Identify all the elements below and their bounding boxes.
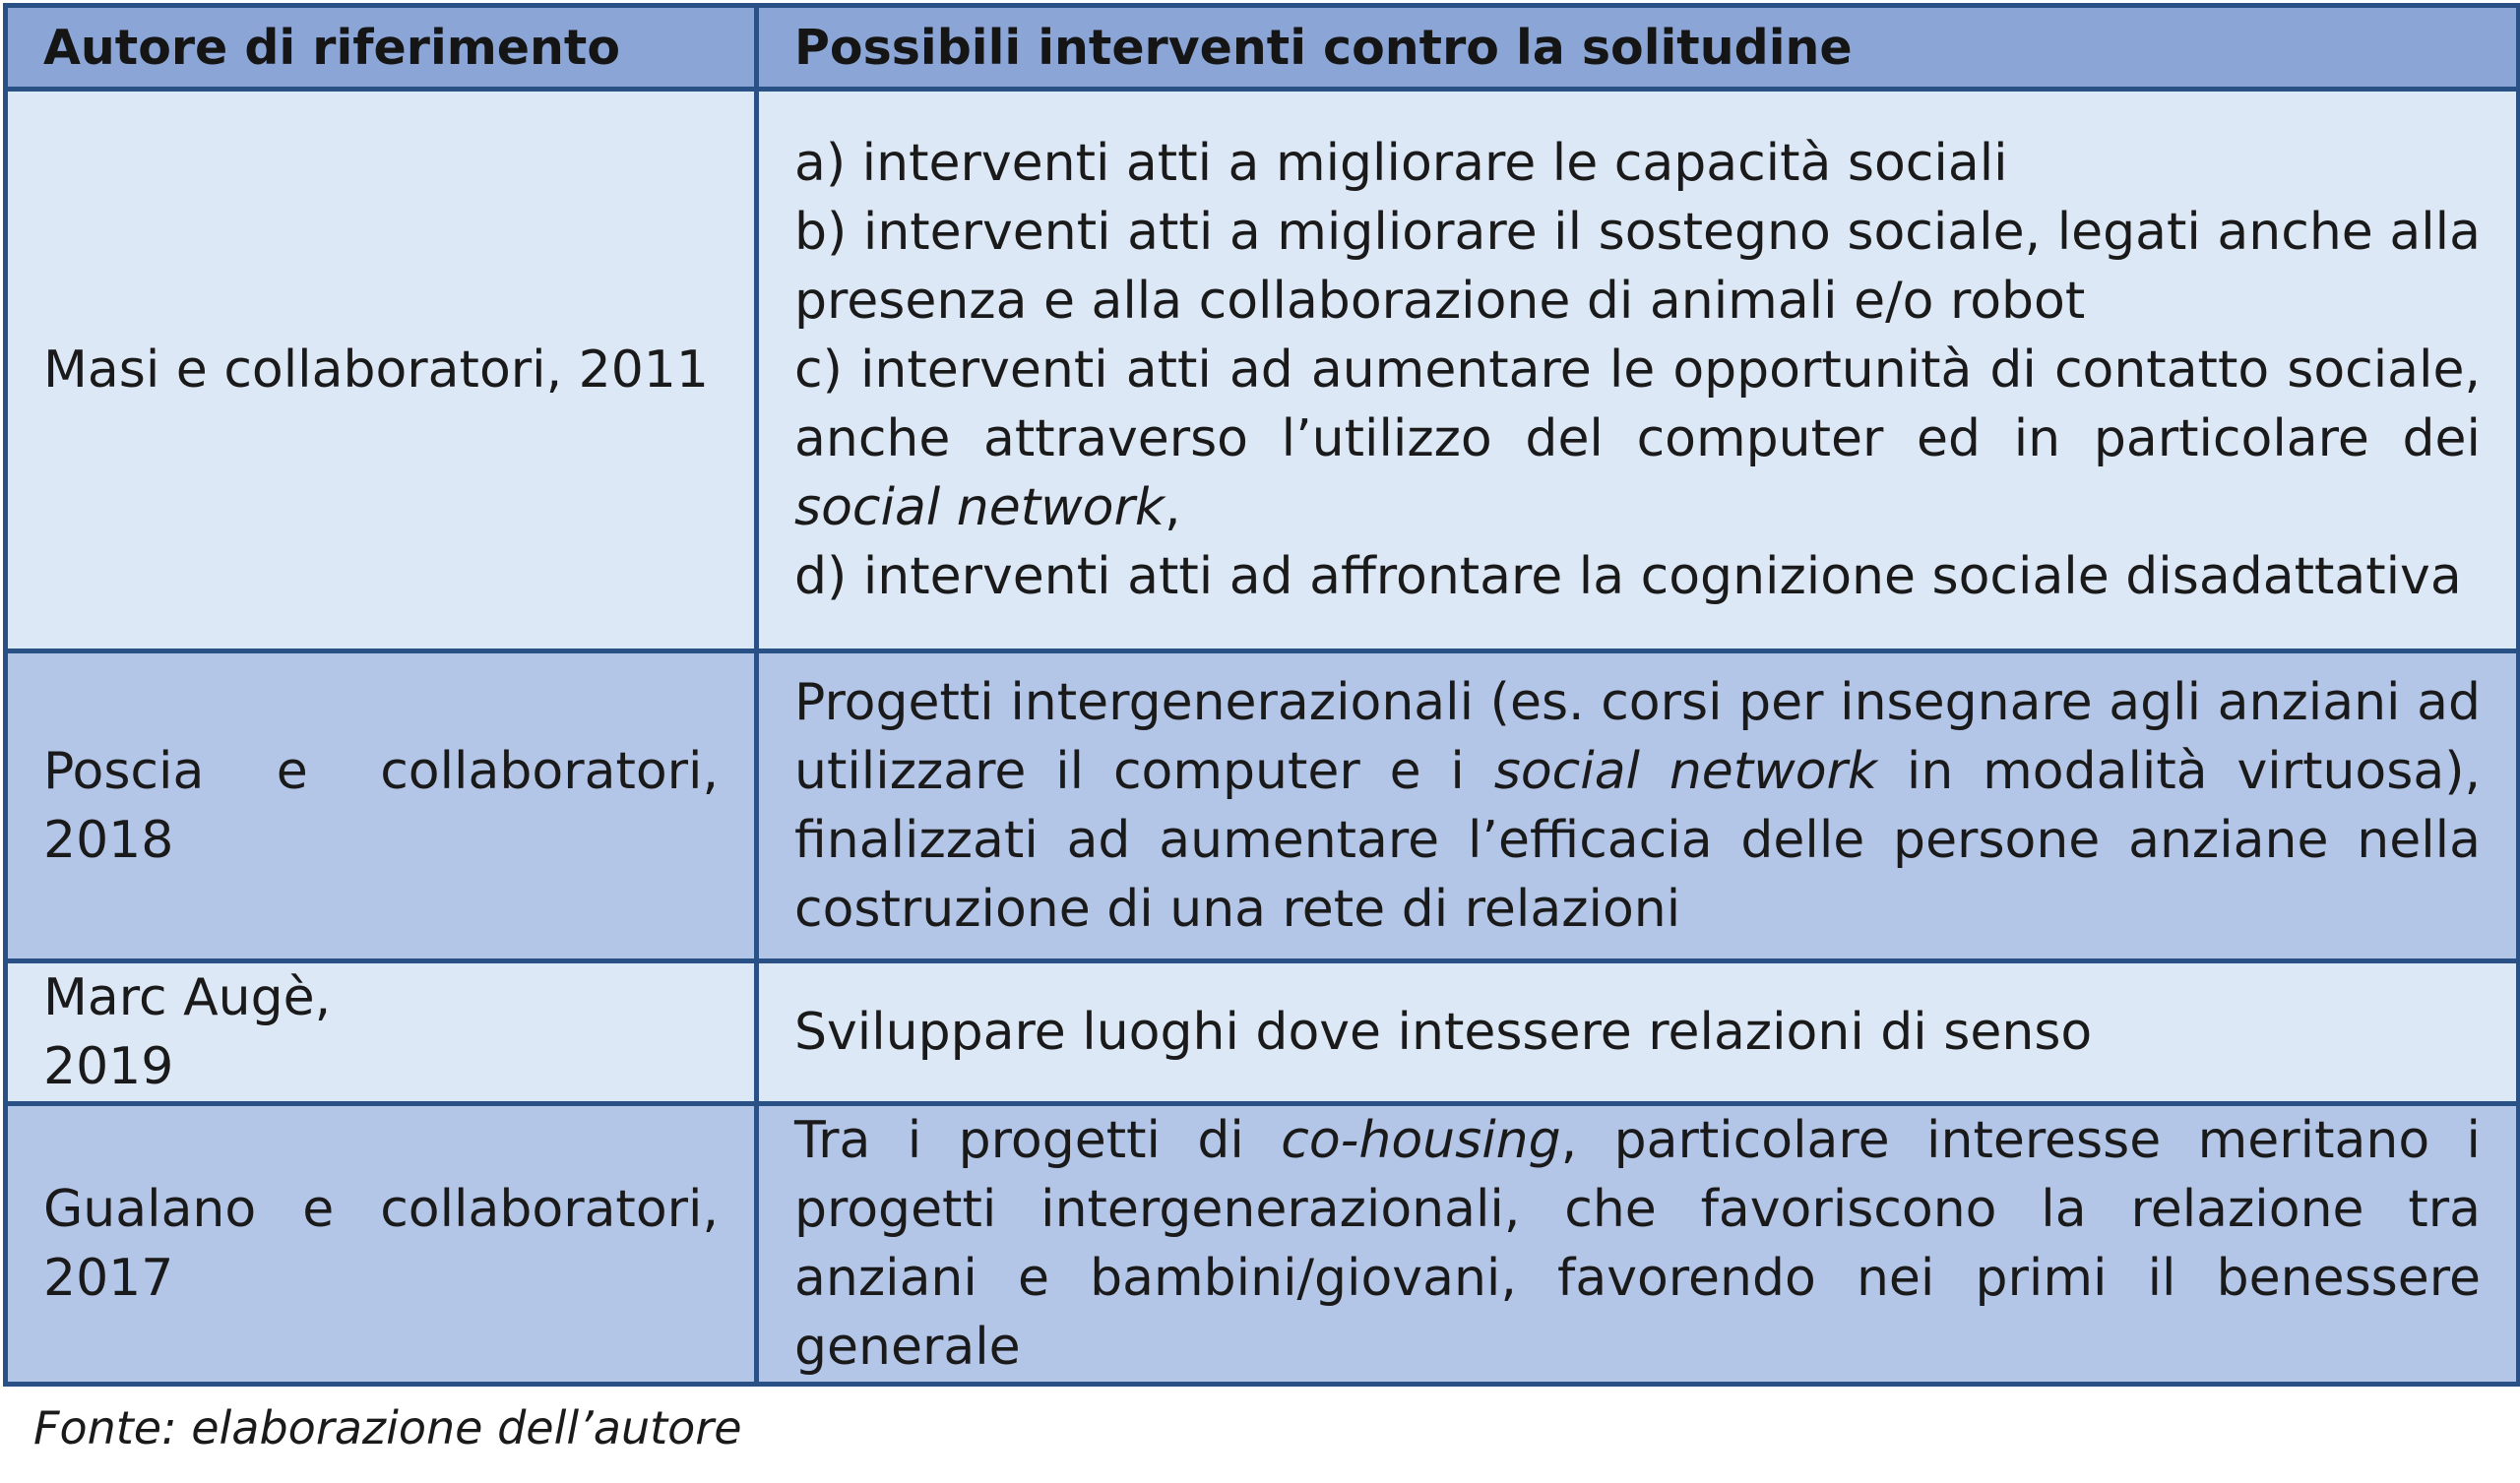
author-cell: Masi e collaboratori, 2011 — [6, 90, 757, 651]
intervention-d: d) interventi atti ad affrontare la cognizione sociale disadattativa — [794, 547, 2462, 606]
table-row — [6, 90, 2519, 651]
interventions-cell: Sviluppare luoghi dove intessere relazioni di senso — [757, 961, 2519, 1104]
header-author: Autore di riferimento — [6, 6, 757, 90]
author-line-2: 2019 — [43, 1037, 174, 1096]
author-cell — [6, 961, 757, 1104]
author-line-1: Marc Augè, — [43, 968, 332, 1027]
author-cell: Gualano e collaboratori, 2017 — [6, 1104, 757, 1385]
header-interventions: Possibili interventi contro la solitudine — [757, 6, 2519, 90]
table-row — [6, 651, 2519, 961]
interventions-emphasis: social network — [1493, 742, 1878, 801]
interventions-cell: Tra i progetti di co-housing, particolare interesse meritano i progetti intergenerazionali, che favoriscono la relazione tra anziani e bambini/giovani, favorendo nei primi il benessere generale — [757, 1104, 2519, 1385]
table-row — [6, 961, 2519, 1104]
author-cell: Poscia e collaboratori, 2018 — [6, 651, 757, 961]
interventions-cell: Progetti intergenerazionali (es. corsi per insegnare agli anziani ad utilizzare il computer e i social network in modalità virtuosa), finalizzati ad aumentare l’efficacia delle persone anziane nella costruzione di una rete di relazioni — [757, 651, 2519, 961]
interventions-table-wrapper — [3, 3, 2516, 1387]
interventions-cell — [757, 90, 2519, 651]
table-row — [6, 1104, 2519, 1385]
source-note: Fonte: elaborazione dell’autore — [33, 1401, 742, 1454]
intervention-b: b) interventi atti a migliorare il sostegno sociale, legati anche alla presenza e alla collaborazione di animali e/o robot — [794, 203, 2481, 331]
table-header-row — [6, 6, 2519, 90]
interventions-emphasis: co-housing — [1281, 1111, 1561, 1170]
intervention-c-emphasis: social network — [794, 478, 1165, 537]
intervention-c: c) interventi atti ad aumentare le opportunità di contatto sociale, anche attraverso l’utilizzo del computer ed in particolare dei social network, — [794, 340, 2481, 537]
intervention-a: a) interventi atti a migliorare le capacità sociali — [794, 134, 2008, 193]
interventions-table — [3, 3, 2520, 1387]
